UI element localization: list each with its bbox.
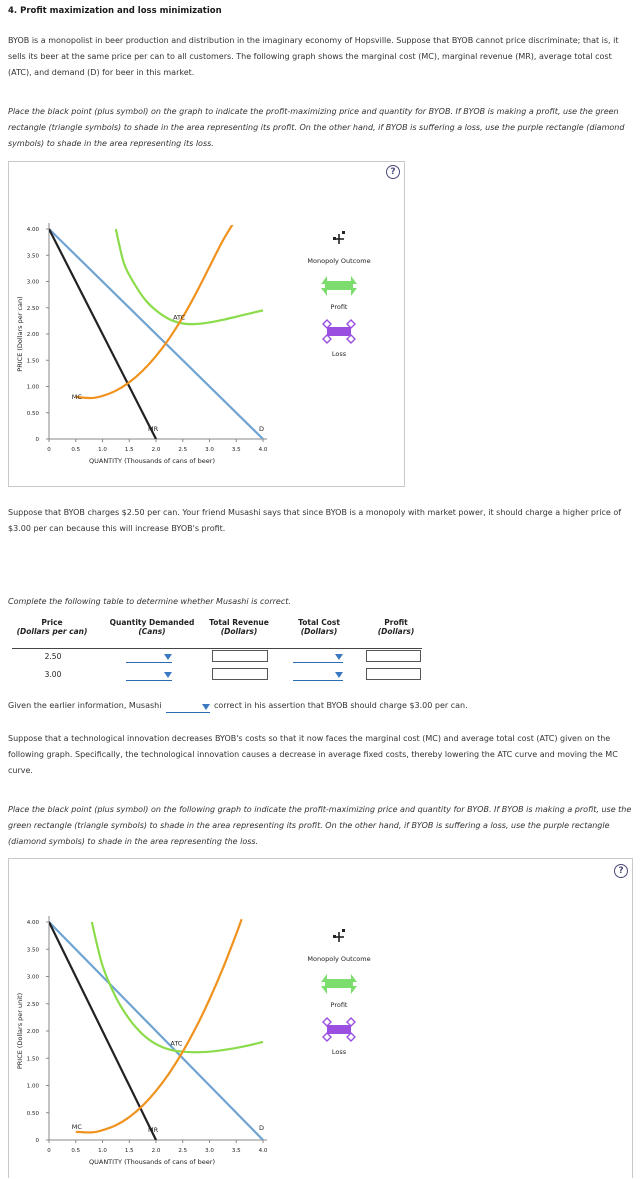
curve-atc (92, 922, 263, 1052)
chevron-down-icon (202, 704, 210, 710)
curve-label-mr: MR (148, 425, 159, 433)
chart-2-plot (16, 916, 268, 1166)
curve-atc (116, 229, 263, 324)
row-2-price: 3.00 (44, 670, 62, 679)
curve-label-d: D (259, 425, 265, 433)
page-title: 4. Profit maximization and loss minimization (8, 6, 222, 16)
y-tick-label: 4.00 (26, 920, 39, 926)
y-tick-label: 1.00 (26, 384, 39, 391)
y-tick-label: 2.50 (26, 305, 39, 312)
y-tick-label: 4.00 (26, 227, 39, 233)
row-1-total-revenue-input[interactable] (212, 650, 268, 662)
given-sentence (8, 698, 633, 714)
y-tick-label: 3.00 (26, 279, 39, 286)
row-1-price: 2.50 (44, 652, 62, 661)
x-tick-label: 4.0 (258, 1148, 268, 1154)
x-tick-label: 0.5 (71, 447, 81, 453)
loss-tool[interactable] (323, 1018, 355, 1041)
table-instruction: Complete the following table to determine whether Musashi is correct. (8, 597, 291, 606)
header-revenue-main: Total Revenue (209, 618, 269, 627)
row-2-quantity-dropdown[interactable] (126, 669, 172, 681)
header-quantity-sub: (Cans) (138, 627, 166, 636)
legend-2 (307, 929, 370, 1056)
instruction-1: Place the black point (plus symbol) on the graph to indicate the profit-maximizing price and quantity for BYOB. If BYOB is making a profit, use the green rectangle (triangle symbols) to shade in the area representing its profit. On the other hand, if BYOB is suffering a loss, use the purple rectangle (diamond symbols) to shade in the area representing its loss. (8, 107, 625, 148)
y-axis-label: PRICE (Dollars per unit) (16, 992, 24, 1070)
curve-label-mc: MC (71, 393, 82, 401)
header-total-cost (284, 618, 354, 636)
curve-mc (76, 219, 237, 399)
legend-outcome-label: Monopoly Outcome (307, 955, 371, 963)
header-cost-sub: (Dollars) (300, 627, 338, 636)
x-tick-label: 0 (47, 1148, 51, 1154)
chevron-down-icon (335, 654, 343, 660)
x-tick-label: 1.0 (98, 447, 107, 453)
legend-1 (307, 231, 370, 358)
x-tick-label: 1.5 (124, 1148, 134, 1154)
graph-1-svg (9, 162, 406, 488)
y-tick-label: 3.50 (26, 947, 39, 954)
curve-mr (49, 229, 156, 439)
row-2-profit-input[interactable] (366, 668, 421, 680)
header-profit (366, 618, 426, 636)
x-axis-label: QUANTITY (Thousands of cans of beer) (89, 457, 215, 465)
profit-tool[interactable] (321, 974, 357, 994)
row-1-profit-input[interactable] (366, 650, 421, 662)
musashi-correct-dropdown[interactable] (166, 701, 210, 713)
row-1-quantity-dropdown[interactable] (126, 651, 172, 663)
y-tick-label: 2.00 (26, 332, 39, 338)
chevron-down-icon (335, 672, 343, 678)
y-tick-label: 0 (35, 437, 39, 443)
curve-d (49, 229, 263, 439)
help-icon[interactable]: ? (614, 864, 628, 878)
curve-d (49, 922, 263, 1140)
x-tick-label: 3.0 (205, 1148, 214, 1154)
header-total-revenue (204, 618, 274, 636)
curve-label-d: D (259, 1124, 265, 1132)
row-1-total-cost-dropdown[interactable] (293, 651, 343, 663)
chevron-down-icon (164, 654, 172, 660)
curve-label-atc: ATC (173, 313, 186, 322)
header-quantity (103, 618, 201, 636)
monopoly-outcome-tool[interactable] (333, 231, 345, 244)
chart-1-plot (16, 219, 268, 466)
row-2-total-revenue-input[interactable] (212, 668, 268, 680)
help-icon[interactable]: ? (386, 165, 400, 179)
x-tick-label: 2.0 (151, 447, 161, 453)
graph-2-svg (9, 859, 634, 1179)
instruction-2: Place the black point (plus symbol) on the following graph to indicate the profit-maximizing price and quantity for BYOB. If BYOB is making a profit, use the green rectangle (triangle symbols) to shade in the area representing its profit. On the other hand, if BYOB is suffering a loss, use the purple rectangle (diamond symbols) to shade in the area representing the loss. (8, 805, 632, 846)
monopoly-outcome-tool[interactable] (333, 929, 345, 942)
x-tick-label: 2.5 (178, 447, 188, 453)
x-tick-label: 0.5 (71, 1148, 81, 1154)
given-text-after: correct in his assertion that BYOB should charge $3.00 per can. (214, 701, 468, 710)
curve-label-mc: MC (71, 1122, 82, 1131)
header-price-main: Price (41, 618, 63, 627)
loss-tool[interactable] (323, 320, 355, 343)
header-price (8, 618, 96, 636)
y-tick-label: 1.50 (26, 358, 39, 365)
legend-profit-label: Profit (330, 303, 348, 311)
header-cost-main: Total Cost (298, 618, 340, 627)
y-axis-label: PRICE (Dollars per can) (16, 296, 24, 372)
header-profit-sub: (Dollars) (377, 627, 415, 636)
legend-profit-label: Profit (330, 1001, 348, 1009)
musashi-paragraph: Suppose that BYOB charges $2.50 per can. Your friend Musashi says that since BYOB is a monopoly with market power, it should charge a higher price of $3.00 per can because this will increase BYOB's profit. (8, 508, 622, 533)
y-tick-label: 0.50 (26, 1110, 39, 1117)
y-tick-label: 3.50 (26, 253, 39, 260)
legend-loss-label: Loss (331, 350, 347, 358)
x-tick-label: 3.5 (231, 447, 241, 453)
given-text-before: Given the earlier information, Musashi (8, 701, 162, 710)
row-2-total-cost-dropdown[interactable] (293, 669, 343, 681)
curve-label-mr: MR (148, 1126, 159, 1134)
x-tick-label: 3.5 (231, 1148, 241, 1154)
y-tick-label: 3.00 (26, 974, 39, 981)
chevron-down-icon (164, 672, 172, 678)
graph-2-panel (8, 858, 633, 1178)
y-tick-label: 1.00 (26, 1083, 39, 1090)
x-tick-label: 1.5 (124, 447, 134, 453)
header-revenue-sub: (Dollars) (220, 627, 258, 636)
y-tick-label: 1.50 (26, 1056, 39, 1063)
header-quantity-main: Quantity Demanded (109, 618, 195, 627)
y-tick-label: 0.50 (26, 410, 39, 417)
intro-paragraph: BYOB is a monopolist in beer production and distribution in the imaginary economy of Hopsville. Suppose that BYOB cannot price discriminate; that is, it sells its beer at the same price per can to all customers. The following graph shows the marginal cost (MC), marginal revenue (MR), average total cost (ATC), and demand (D) for beer in this market. (8, 36, 619, 77)
table-divider (12, 648, 422, 649)
profit-tool[interactable] (321, 276, 357, 296)
x-tick-label: 0 (47, 447, 51, 453)
x-tick-label: 1.0 (98, 1148, 107, 1154)
x-tick-label: 3.0 (205, 447, 214, 453)
header-profit-main: Profit (384, 618, 408, 627)
x-tick-label: 4.0 (258, 447, 268, 453)
graph-1-panel (8, 161, 405, 487)
curve-label-atc: ATC (170, 1039, 183, 1048)
legend-outcome-label: Monopoly Outcome (307, 257, 371, 265)
x-tick-label: 2.0 (151, 1148, 161, 1154)
innovation-paragraph: Suppose that a technological innovation decreases BYOB's costs so that it now faces the marginal cost (MC) and average total cost (ATC) given on the following graph. Specifically, the technological innovation causes a decrease in average fixed costs, thereby lowering the ATC curve and moving the MC curve. (8, 734, 618, 775)
y-tick-label: 0 (35, 1138, 39, 1144)
x-tick-label: 2.5 (178, 1148, 188, 1154)
x-axis-label: QUANTITY (Thousands of cans of beer) (89, 1158, 215, 1166)
header-price-sub: (Dollars per can) (16, 627, 88, 636)
y-tick-label: 2.50 (26, 1001, 39, 1008)
y-tick-label: 2.00 (26, 1029, 39, 1035)
cost-table (8, 618, 428, 688)
legend-loss-label: Loss (331, 1048, 347, 1056)
